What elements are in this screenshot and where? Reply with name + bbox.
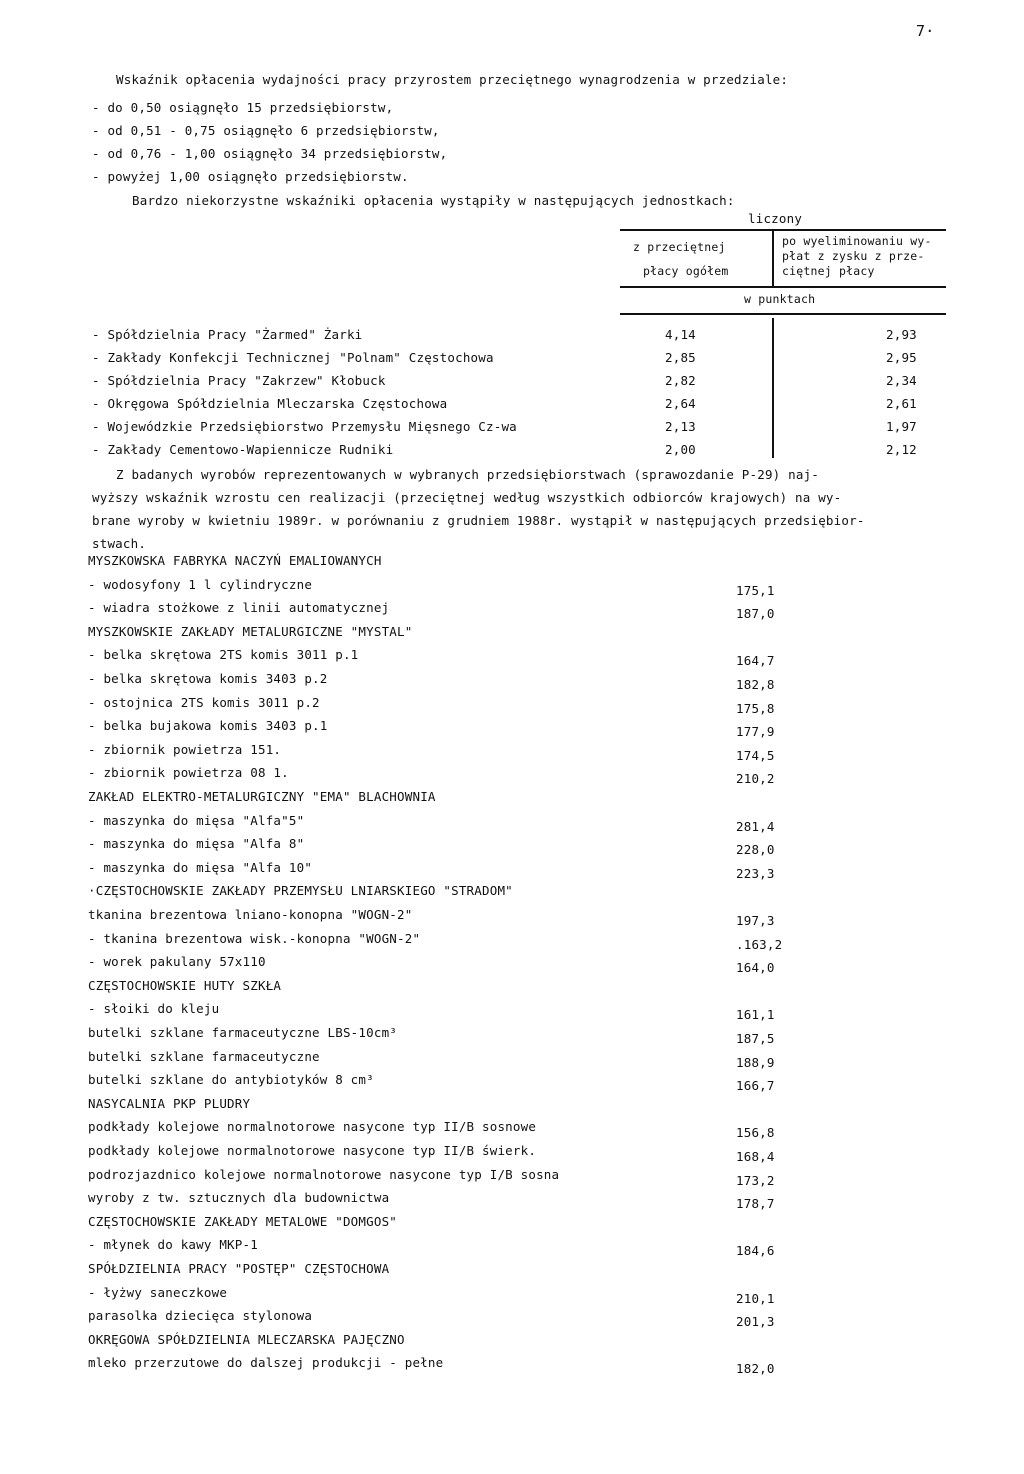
col2-header-line: płat z zysku z prze- bbox=[782, 249, 925, 263]
product-index-value: 164,7 bbox=[736, 653, 775, 668]
product-index-value: 201,3 bbox=[736, 1314, 775, 1329]
table-header-liczony: liczony bbox=[748, 211, 803, 226]
table-row-v1: 2,85 bbox=[665, 350, 696, 365]
product-name: - zbiornik powietrza 08 1. bbox=[88, 765, 289, 780]
intro-line: - powyżej 1,00 osiągnęło przedsiębiorstw. bbox=[92, 169, 409, 184]
table-row-v2: 2,12 bbox=[886, 442, 917, 457]
table-row-name: - Zakłady Cementowo-Wapiennicze Rudniki bbox=[92, 442, 394, 457]
product-name: mleko przerzutowe do dalszej produkcji - pełne bbox=[88, 1355, 444, 1370]
company-heading: MYSZKOWSKA FABRYKA NACZYŃ EMALIOWANYCH bbox=[88, 553, 382, 568]
product-index-value: 161,1 bbox=[736, 1007, 775, 1022]
product-name: - młynek do kawy MKP-1 bbox=[88, 1237, 258, 1252]
intro-line: - od 0,76 - 1,00 osiągnęło 34 przedsiębiorstw, bbox=[92, 146, 448, 161]
page-number: 7· bbox=[916, 22, 935, 40]
product-index-value: 175,1 bbox=[736, 583, 775, 598]
paragraph-line: wyższy wskaźnik wzrostu cen realizacji (przeciętnej według wszystkich odbiorców krajowych) na wy- bbox=[92, 490, 842, 505]
header-rule-bottom bbox=[620, 313, 946, 315]
product-name: - tkanina brezentowa wisk.-konopna "WOGN-2" bbox=[88, 931, 421, 946]
body-divider bbox=[772, 318, 774, 458]
product-index-value: 281,4 bbox=[736, 819, 775, 834]
product-index-value: 187,0 bbox=[736, 606, 775, 621]
col1-header-line: z przeciętnej bbox=[633, 240, 726, 254]
product-name: wyroby z tw. sztucznych dla budownictwa bbox=[88, 1190, 390, 1205]
intro-heading: Wskaźnik opłacenia wydajności pracy przyrostem przeciętnego wynagrodzenia w przedziale: bbox=[116, 72, 789, 87]
paragraph-line: brane wyroby w kwietniu 1989r. w porównaniu z grudniem 1988r. wystąpił w następujących przedsiębior- bbox=[92, 513, 865, 528]
company-heading: CZĘSTOCHOWSKIE HUTY SZKŁA bbox=[88, 978, 282, 993]
paragraph-line: Z badanych wyrobów reprezentowanych w wybranych przedsiębiorstwach (sprawozdanie P-29) naj- bbox=[116, 467, 820, 482]
company-heading: MYSZKOWSKIE ZAKŁADY METALURGICZNE "MYSTAL" bbox=[88, 624, 413, 639]
unit-header: w punktach bbox=[744, 292, 816, 306]
product-index-value: .163,2 bbox=[736, 937, 783, 952]
product-name: - belka bujakowa komis 3403 p.1 bbox=[88, 718, 328, 733]
product-index-value: 174,5 bbox=[736, 748, 775, 763]
table-row-v2: 1,97 bbox=[886, 419, 917, 434]
col1-header-line: płacy ogółem bbox=[643, 264, 729, 278]
product-index-value: 223,3 bbox=[736, 866, 775, 881]
table-row-v2: 2,95 bbox=[886, 350, 917, 365]
product-index-value: 173,2 bbox=[736, 1173, 775, 1188]
product-index-value: 182,8 bbox=[736, 677, 775, 692]
col2-header-line: ciętnej płacy bbox=[782, 264, 875, 278]
product-name: tkanina brezentowa lniano-konopna "WOGN-2" bbox=[88, 907, 413, 922]
product-name: - ostojnica 2TS komis 3011 p.2 bbox=[88, 695, 320, 710]
product-index-value: 228,0 bbox=[736, 842, 775, 857]
product-name: - belka skrętowa komis 3403 p.2 bbox=[88, 671, 328, 686]
intro-lead: Bardzo niekorzystne wskaźniki opłacenia wystąpiły w następujących jednostkach: bbox=[132, 193, 735, 208]
company-heading: ZAKŁAD ELEKTRO-METALURGICZNY "EMA" BLACHOWNIA bbox=[88, 789, 436, 804]
table-row-v1: 2,00 bbox=[665, 442, 696, 457]
product-name: - maszynka do mięsa "Alfa 10" bbox=[88, 860, 313, 875]
intro-line: - od 0,51 - 0,75 osiągnęło 6 przedsiębiorstw, bbox=[92, 123, 440, 138]
product-name: - słoiki do kleju bbox=[88, 1001, 220, 1016]
company-heading: CZĘSTOCHOWSKIE ZAKŁADY METALOWE "DOMGOS" bbox=[88, 1214, 398, 1229]
product-index-value: 210,1 bbox=[736, 1291, 775, 1306]
product-index-value: 156,8 bbox=[736, 1125, 775, 1140]
intro-line: - do 0,50 osiągnęło 15 przedsiębiorstw, bbox=[92, 100, 394, 115]
product-name: - wiadra stożkowe z linii automatycznej bbox=[88, 600, 390, 615]
company-heading: SPÓŁDZIELNIA PRACY "POSTĘP" CZĘSTOCHOWA bbox=[88, 1261, 390, 1276]
product-name: - worek pakulany 57x110 bbox=[88, 954, 266, 969]
product-index-value: 175,8 bbox=[736, 701, 775, 716]
product-name: podkłady kolejowe normalnotorowe nasycone typ II/B świerk. bbox=[88, 1143, 537, 1158]
product-index-value: 184,6 bbox=[736, 1243, 775, 1258]
table-row-v2: 2,34 bbox=[886, 373, 917, 388]
company-heading: NASYCALNIA PKP PLUDRY bbox=[88, 1096, 251, 1111]
product-index-value: 197,3 bbox=[736, 913, 775, 928]
paragraph-line: stwach. bbox=[92, 536, 147, 551]
product-index-value: 164,0 bbox=[736, 960, 775, 975]
product-index-value: 168,4 bbox=[736, 1149, 775, 1164]
product-name: parasolka dziecięca stylonowa bbox=[88, 1308, 313, 1323]
table-row-name: - Spółdzielnia Pracy "Zakrzew" Kłobuck bbox=[92, 373, 386, 388]
product-name: - maszynka do mięsa "Alfa"5" bbox=[88, 813, 305, 828]
product-name: butelki szklane farmaceutyczne LBS-10cm³ bbox=[88, 1025, 398, 1040]
product-name: - zbiornik powietrza 151. bbox=[88, 742, 282, 757]
product-name: - wodosyfony 1 l cylindryczne bbox=[88, 577, 313, 592]
header-rule-mid bbox=[620, 286, 946, 288]
table-row-v1: 4,14 bbox=[665, 327, 696, 342]
product-name: - łyżwy saneczkowe bbox=[88, 1285, 228, 1300]
header-divider bbox=[772, 229, 774, 287]
table-row-name: - Zakłady Konfekcji Technicznej "Polnam" Częstochowa bbox=[92, 350, 494, 365]
header-rule-top bbox=[620, 229, 946, 231]
product-index-value: 178,7 bbox=[736, 1196, 775, 1211]
table-row-name: - Spółdzielnia Pracy "Żarmed" Żarki bbox=[92, 327, 363, 342]
company-heading: ·CZĘSTOCHOWSKIE ZAKŁADY PRZEMYSŁU LNIARSKIEGO "STRADOM" bbox=[88, 883, 513, 898]
product-index-value: 182,0 bbox=[736, 1361, 775, 1376]
table-row-name: - Okręgowa Spółdzielnia Mleczarska Częstochowa bbox=[92, 396, 448, 411]
product-name: - belka skrętowa 2TS komis 3011 p.1 bbox=[88, 647, 359, 662]
col2-header-line: po wyeliminowaniu wy- bbox=[782, 234, 932, 248]
table-row-v1: 2,82 bbox=[665, 373, 696, 388]
table-row-v1: 2,64 bbox=[665, 396, 696, 411]
table-row-name: - Wojewódzkie Przedsiębiorstwo Przemysłu Mięsnego Cz-wa bbox=[92, 419, 517, 434]
table-row-v2: 2,61 bbox=[886, 396, 917, 411]
company-heading: OKRĘGOWA SPÓŁDZIELNIA MLECZARSKA PAJĘCZNO bbox=[88, 1332, 405, 1347]
table-row-v1: 2,13 bbox=[665, 419, 696, 434]
product-name: podrozjazdnico kolejowe normalnotorowe nasycone typ I/B sosna bbox=[88, 1167, 560, 1182]
product-index-value: 187,5 bbox=[736, 1031, 775, 1046]
product-index-value: 177,9 bbox=[736, 724, 775, 739]
product-name: butelki szklane do antybiotyków 8 cm³ bbox=[88, 1072, 374, 1087]
product-index-value: 210,2 bbox=[736, 771, 775, 786]
product-name: butelki szklane farmaceutyczne bbox=[88, 1049, 320, 1064]
product-index-value: 188,9 bbox=[736, 1055, 775, 1070]
table-row-v2: 2,93 bbox=[886, 327, 917, 342]
product-index-value: 166,7 bbox=[736, 1078, 775, 1093]
product-name: podkłady kolejowe normalnotorowe nasycone typ II/B sosnowe bbox=[88, 1119, 537, 1134]
product-name: - maszynka do mięsa "Alfa 8" bbox=[88, 836, 305, 851]
